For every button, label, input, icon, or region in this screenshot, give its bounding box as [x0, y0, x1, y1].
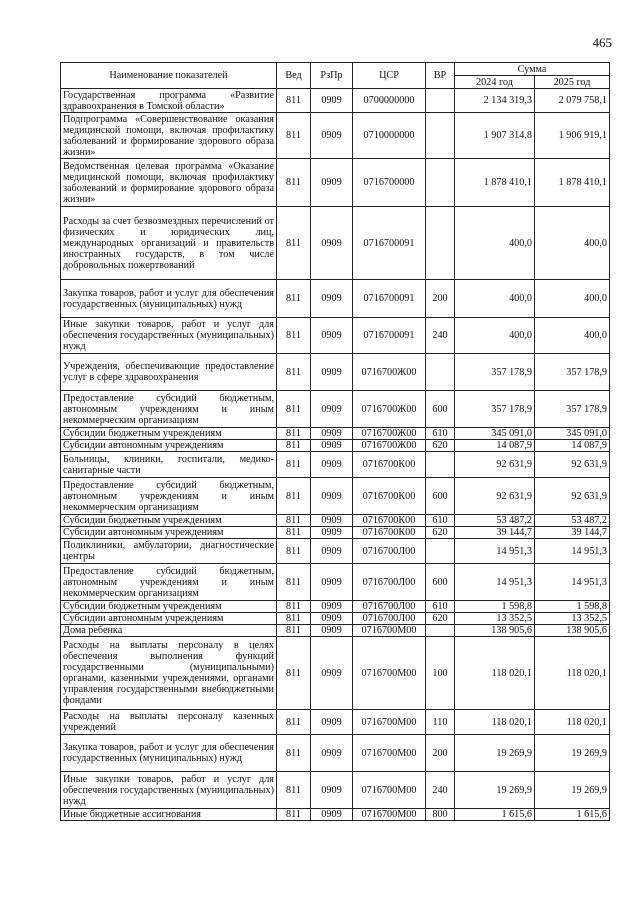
- table-header-row: [61, 63, 610, 76]
- row-name-cell: Субсидии автономным учреждениям: [61, 527, 277, 539]
- row-ved-cell: 811: [277, 478, 311, 515]
- row-csr-cell: 0716700К00: [353, 527, 426, 539]
- row-vr-cell: 620: [426, 527, 455, 539]
- row-ved-cell: 811: [277, 318, 311, 354]
- row-name-cell: Предоставление субсидий бюджетным, автономным учреждениям и иным некоммерческим организациям: [61, 391, 277, 428]
- row-name-cell: Расходы на выплаты персоналу в целях обеспечения выполнения функций государственными (муниципальными) органами, казенными учреждениями, органами управления государственными внебюджетными фондами: [61, 637, 277, 710]
- row-name-cell: Субсидии бюджетным учреждениям: [61, 601, 277, 613]
- table-row: [61, 564, 610, 601]
- row-vr-cell: 110: [426, 710, 455, 735]
- row-vr-cell: 620: [426, 613, 455, 625]
- row-csr-cell: 0716700М00: [353, 625, 426, 637]
- row-sum-2025-cell: 400,0: [535, 318, 610, 354]
- row-sum-2024-cell: 400,0: [455, 280, 535, 318]
- row-sum-2025-cell: 357 178,9: [535, 354, 610, 391]
- row-name-cell: Закупка товаров, работ и услуг для обеспечения государственных (муниципальных) нужд: [61, 280, 277, 318]
- row-sum-2024-cell: 19 269,9: [455, 735, 535, 772]
- row-vr-cell: 610: [426, 601, 455, 613]
- row-sum-2025-cell: 53 487,2: [535, 515, 610, 527]
- row-rzpr-cell: 0909: [311, 440, 353, 452]
- row-rzpr-cell: 0909: [311, 207, 353, 280]
- row-sum-2025-cell: 345 091,0: [535, 428, 610, 440]
- row-name-cell: Расходы за счет безвозмездных перечислений от физических и юридических лиц, международных организаций и правительств иностранных государств, в том числе добровольных пожертвований: [61, 207, 277, 280]
- row-vr-cell: [426, 159, 455, 207]
- row-sum-2024-cell: 2 134 319,3: [455, 89, 535, 113]
- table-row: [61, 207, 610, 280]
- row-csr-cell: 0716700Ж00: [353, 428, 426, 440]
- row-name-cell: Подпрограмма «Совершенствование оказания медицинской помощи, включая профилактику заболеваний и формирование здорового образа жизни»: [61, 113, 277, 159]
- row-csr-cell: 0716700Л00: [353, 564, 426, 601]
- row-name-cell: Предоставление субсидий бюджетным, автономным учреждениям и иным некоммерческим организациям: [61, 564, 277, 601]
- row-rzpr-cell: 0909: [311, 637, 353, 710]
- table-row: [61, 637, 610, 710]
- row-ved-cell: 811: [277, 613, 311, 625]
- table-row: [61, 89, 610, 113]
- table-row: [61, 478, 610, 515]
- row-csr-cell: 0716700М00: [353, 710, 426, 735]
- row-vr-cell: [426, 625, 455, 637]
- row-sum-2024-cell: 1 878 410,1: [455, 159, 535, 207]
- row-rzpr-cell: 0909: [311, 391, 353, 428]
- row-ved-cell: 811: [277, 515, 311, 527]
- row-vr-cell: 610: [426, 428, 455, 440]
- row-sum-2024-cell: 357 178,9: [455, 354, 535, 391]
- row-sum-2025-cell: 1 615,6: [535, 809, 610, 821]
- row-rzpr-cell: 0909: [311, 428, 353, 440]
- row-vr-cell: [426, 354, 455, 391]
- row-sum-2024-cell: 400,0: [455, 207, 535, 280]
- row-sum-2025-cell: 118 020,1: [535, 710, 610, 735]
- header-ved: Вед: [277, 63, 311, 89]
- row-ved-cell: 811: [277, 527, 311, 539]
- row-name-cell: Субсидии автономным учреждениям: [61, 613, 277, 625]
- row-ved-cell: 811: [277, 735, 311, 772]
- row-vr-cell: 240: [426, 772, 455, 809]
- row-sum-2025-cell: 19 269,9: [535, 735, 610, 772]
- row-vr-cell: 620: [426, 440, 455, 452]
- row-vr-cell: 100: [426, 637, 455, 710]
- row-sum-2025-cell: 1 598,8: [535, 601, 610, 613]
- row-sum-2025-cell: 14 951,3: [535, 564, 610, 601]
- row-name-cell: Дома ребенка: [61, 625, 277, 637]
- row-csr-cell: 0716700М00: [353, 735, 426, 772]
- table-row: [61, 539, 610, 564]
- row-csr-cell: 0716700091: [353, 318, 426, 354]
- row-name-cell: Иные закупки товаров, работ и услуг для обеспечения государственных (муниципальных) нужд: [61, 318, 277, 354]
- row-ved-cell: 811: [277, 637, 311, 710]
- row-name-cell: Закупка товаров, работ и услуг для обеспечения государственных (муниципальных) нужд: [61, 735, 277, 772]
- header-name: Наименование показателей: [61, 63, 277, 89]
- table-row: [61, 625, 610, 637]
- row-sum-2024-cell: 118 020,1: [455, 637, 535, 710]
- row-rzpr-cell: 0909: [311, 159, 353, 207]
- table-row: [61, 772, 610, 809]
- row-csr-cell: 0700000000: [353, 89, 426, 113]
- row-csr-cell: 0716700К00: [353, 478, 426, 515]
- row-csr-cell: 0716700Л00: [353, 613, 426, 625]
- row-csr-cell: 0716700091: [353, 207, 426, 280]
- table-row: [61, 428, 610, 440]
- row-ved-cell: 811: [277, 625, 311, 637]
- row-sum-2025-cell: 1 878 410,1: [535, 159, 610, 207]
- table-row: [61, 452, 610, 478]
- page-number: 465: [592, 35, 612, 50]
- header-sum: Сумма: [455, 63, 610, 76]
- header-csr: ЦСР: [353, 63, 426, 89]
- row-sum-2024-cell: 345 091,0: [455, 428, 535, 440]
- row-rzpr-cell: 0909: [311, 89, 353, 113]
- row-sum-2025-cell: 357 178,9: [535, 391, 610, 428]
- row-name-cell: Субсидии автономным учреждениям: [61, 440, 277, 452]
- row-rzpr-cell: 0909: [311, 113, 353, 159]
- row-sum-2025-cell: 400,0: [535, 207, 610, 280]
- row-rzpr-cell: 0909: [311, 613, 353, 625]
- row-rzpr-cell: 0909: [311, 809, 353, 821]
- row-rzpr-cell: 0909: [311, 601, 353, 613]
- row-sum-2025-cell: 14 087,9: [535, 440, 610, 452]
- table-row: [61, 318, 610, 354]
- row-ved-cell: 811: [277, 391, 311, 428]
- row-rzpr-cell: 0909: [311, 354, 353, 391]
- row-csr-cell: 0716700000: [353, 159, 426, 207]
- row-name-cell: Иные бюджетные ассигнования: [61, 809, 277, 821]
- row-sum-2025-cell: 118 020,1: [535, 637, 610, 710]
- row-sum-2025-cell: 138 905,6: [535, 625, 610, 637]
- table-row: [61, 735, 610, 772]
- row-sum-2024-cell: 92 631,9: [455, 452, 535, 478]
- row-vr-cell: [426, 452, 455, 478]
- row-ved-cell: 811: [277, 159, 311, 207]
- row-vr-cell: 200: [426, 280, 455, 318]
- table-row: [61, 601, 610, 613]
- table-row: [61, 391, 610, 428]
- row-vr-cell: 200: [426, 735, 455, 772]
- row-sum-2025-cell: 39 144,7: [535, 527, 610, 539]
- row-sum-2024-cell: 39 144,7: [455, 527, 535, 539]
- table-row: [61, 159, 610, 207]
- row-ved-cell: 811: [277, 809, 311, 821]
- row-name-cell: Предоставление субсидий бюджетным, автономным учреждениям и иным некоммерческим организациям: [61, 478, 277, 515]
- row-csr-cell: 0716700К00: [353, 515, 426, 527]
- row-ved-cell: 811: [277, 113, 311, 159]
- row-rzpr-cell: 0909: [311, 710, 353, 735]
- row-ved-cell: 811: [277, 772, 311, 809]
- row-csr-cell: 0716700М00: [353, 809, 426, 821]
- row-sum-2025-cell: 92 631,9: [535, 478, 610, 515]
- row-sum-2025-cell: 19 269,9: [535, 772, 610, 809]
- table-row: [61, 710, 610, 735]
- row-name-cell: Субсидии бюджетным учреждениям: [61, 428, 277, 440]
- row-name-cell: Государственная программа «Развитие здравоохранения в Томской области»: [61, 89, 277, 113]
- row-ved-cell: 811: [277, 601, 311, 613]
- table-row: [61, 440, 610, 452]
- row-sum-2024-cell: 92 631,9: [455, 478, 535, 515]
- row-sum-2024-cell: 13 352,5: [455, 613, 535, 625]
- row-vr-cell: 240: [426, 318, 455, 354]
- row-rzpr-cell: 0909: [311, 625, 353, 637]
- row-rzpr-cell: 0909: [311, 527, 353, 539]
- row-csr-cell: 0710000000: [353, 113, 426, 159]
- row-ved-cell: 811: [277, 452, 311, 478]
- row-name-cell: Больницы, клиники, госпитали, медико-санитарные части: [61, 452, 277, 478]
- row-csr-cell: 0716700Л00: [353, 601, 426, 613]
- row-rzpr-cell: 0909: [311, 564, 353, 601]
- row-sum-2024-cell: 53 487,2: [455, 515, 535, 527]
- row-rzpr-cell: 0909: [311, 452, 353, 478]
- row-vr-cell: 600: [426, 478, 455, 515]
- row-sum-2024-cell: 400,0: [455, 318, 535, 354]
- row-csr-cell: 0716700Л00: [353, 539, 426, 564]
- row-sum-2024-cell: 14 087,9: [455, 440, 535, 452]
- row-sum-2024-cell: 357 178,9: [455, 391, 535, 428]
- table-row: [61, 515, 610, 527]
- row-sum-2025-cell: 92 631,9: [535, 452, 610, 478]
- row-name-cell: Учреждения, обеспечивающие предоставление услуг в сфере здравоохранения: [61, 354, 277, 391]
- table-row: [61, 354, 610, 391]
- row-sum-2024-cell: 1 615,6: [455, 809, 535, 821]
- row-ved-cell: 811: [277, 207, 311, 280]
- row-ved-cell: 811: [277, 539, 311, 564]
- row-ved-cell: 811: [277, 564, 311, 601]
- table-row: [61, 113, 610, 159]
- row-vr-cell: 610: [426, 515, 455, 527]
- budget-table: [60, 62, 610, 821]
- header-year-2024: 2024 год: [455, 76, 535, 89]
- row-name-cell: Поликлиники, амбулатории, диагностические центры: [61, 539, 277, 564]
- row-vr-cell: 800: [426, 809, 455, 821]
- header-year-2025: 2025 год: [535, 76, 610, 89]
- row-ved-cell: 811: [277, 428, 311, 440]
- row-csr-cell: 0716700Ж00: [353, 440, 426, 452]
- row-csr-cell: 0716700Ж00: [353, 391, 426, 428]
- row-rzpr-cell: 0909: [311, 539, 353, 564]
- row-vr-cell: [426, 89, 455, 113]
- row-rzpr-cell: 0909: [311, 318, 353, 354]
- header-rzpr: РзПр: [311, 63, 353, 89]
- row-sum-2025-cell: 1 906 919,1: [535, 113, 610, 159]
- row-csr-cell: 0716700М00: [353, 637, 426, 710]
- row-sum-2025-cell: 400,0: [535, 280, 610, 318]
- row-ved-cell: 811: [277, 354, 311, 391]
- row-sum-2024-cell: 1 598,8: [455, 601, 535, 613]
- row-csr-cell: 0716700Ж00: [353, 354, 426, 391]
- row-csr-cell: 0716700К00: [353, 452, 426, 478]
- row-ved-cell: 811: [277, 280, 311, 318]
- row-name-cell: Субсидии бюджетным учреждениям: [61, 515, 277, 527]
- row-sum-2024-cell: 14 951,3: [455, 564, 535, 601]
- row-rzpr-cell: 0909: [311, 735, 353, 772]
- row-vr-cell: [426, 113, 455, 159]
- row-sum-2024-cell: 138 905,6: [455, 625, 535, 637]
- row-rzpr-cell: 0909: [311, 515, 353, 527]
- row-name-cell: Расходы на выплаты персоналу казенных учреждений: [61, 710, 277, 735]
- table-row: [61, 280, 610, 318]
- row-rzpr-cell: 0909: [311, 478, 353, 515]
- row-vr-cell: 600: [426, 391, 455, 428]
- row-vr-cell: [426, 539, 455, 564]
- table-row: [61, 809, 610, 821]
- row-csr-cell: 0716700091: [353, 280, 426, 318]
- table-body: [61, 89, 610, 821]
- row-rzpr-cell: 0909: [311, 280, 353, 318]
- table-row: [61, 613, 610, 625]
- row-sum-2024-cell: 19 269,9: [455, 772, 535, 809]
- row-sum-2024-cell: 118 020,1: [455, 710, 535, 735]
- table-row: [61, 527, 610, 539]
- row-sum-2025-cell: 14 951,3: [535, 539, 610, 564]
- row-sum-2024-cell: 1 907 314,8: [455, 113, 535, 159]
- row-sum-2025-cell: 2 079 758,1: [535, 89, 610, 113]
- row-vr-cell: 600: [426, 564, 455, 601]
- row-name-cell: Ведомственная целевая программа «Оказание медицинской помощи, включая профилактику заболеваний и формирование здорового образа жизни»: [61, 159, 277, 207]
- row-ved-cell: 811: [277, 710, 311, 735]
- row-csr-cell: 0716700М00: [353, 772, 426, 809]
- row-sum-2024-cell: 14 951,3: [455, 539, 535, 564]
- row-name-cell: Иные закупки товаров, работ и услуг для обеспечения государственных (муниципальных) нужд: [61, 772, 277, 809]
- row-rzpr-cell: 0909: [311, 772, 353, 809]
- row-ved-cell: 811: [277, 89, 311, 113]
- row-vr-cell: [426, 207, 455, 280]
- header-vr: ВР: [426, 63, 455, 89]
- row-ved-cell: 811: [277, 440, 311, 452]
- row-sum-2025-cell: 13 352,5: [535, 613, 610, 625]
